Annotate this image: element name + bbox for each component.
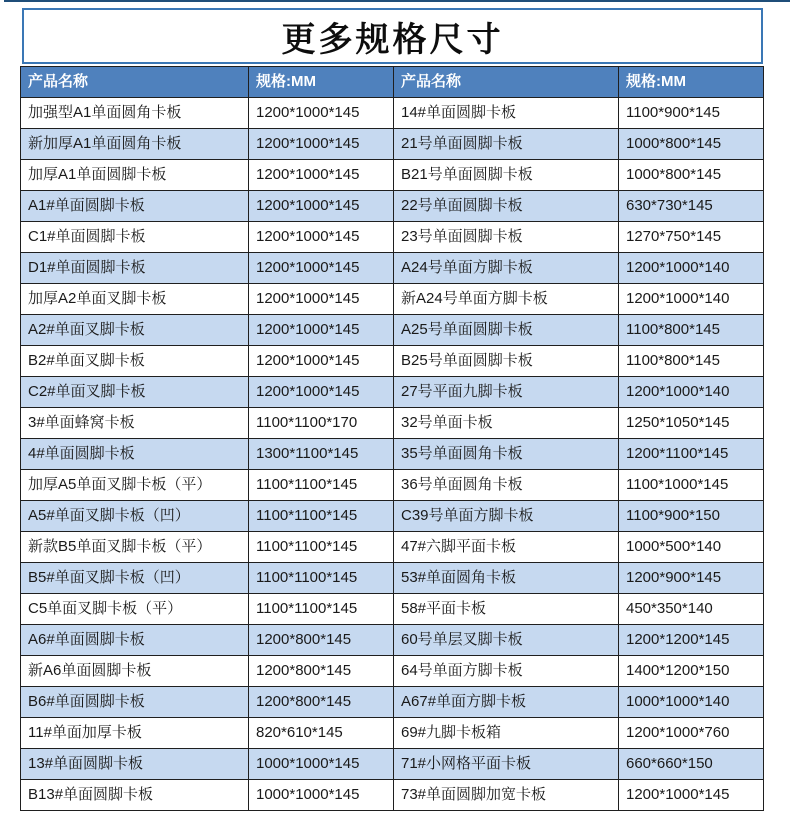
product-name-cell: 加厚A1单面圆脚卡板 bbox=[21, 160, 249, 191]
spec-cell: 1100*800*145 bbox=[619, 315, 764, 346]
spec-cell: 1100*1100*145 bbox=[249, 532, 394, 563]
product-name-cell: C2#单面叉脚卡板 bbox=[21, 377, 249, 408]
spec-cell: 1100*900*145 bbox=[619, 98, 764, 129]
product-name-cell: 14#单面圆脚卡板 bbox=[394, 98, 619, 129]
product-name-cell: B6#单面圆脚卡板 bbox=[21, 687, 249, 718]
spec-cell: 1200*800*145 bbox=[249, 656, 394, 687]
spec-cell: 1100*1100*145 bbox=[249, 470, 394, 501]
product-name-cell: 53#单面圆角卡板 bbox=[394, 563, 619, 594]
table-row bbox=[21, 687, 764, 718]
spec-cell: 1200*1000*145 bbox=[249, 160, 394, 191]
product-name-cell: 4#单面圆脚卡板 bbox=[21, 439, 249, 470]
product-name-cell: 3#单面蜂窝卡板 bbox=[21, 408, 249, 439]
spec-cell: 1400*1200*150 bbox=[619, 656, 764, 687]
table-row bbox=[21, 191, 764, 222]
product-name-cell: 新A24号单面方脚卡板 bbox=[394, 284, 619, 315]
product-name-cell: 新款B5单面叉脚卡板（平） bbox=[21, 532, 249, 563]
product-name-cell: 23号单面圆脚卡板 bbox=[394, 222, 619, 253]
spec-cell: 1200*1000*140 bbox=[619, 253, 764, 284]
table-row bbox=[21, 470, 764, 501]
product-name-cell: A2#单面叉脚卡板 bbox=[21, 315, 249, 346]
spec-cell: 1100*1100*145 bbox=[249, 501, 394, 532]
spec-cell: 1200*1000*145 bbox=[249, 346, 394, 377]
table-row bbox=[21, 377, 764, 408]
product-name-cell: 60号单层叉脚卡板 bbox=[394, 625, 619, 656]
product-name-cell: 71#小网格平面卡板 bbox=[394, 749, 619, 780]
spec-cell: 450*350*140 bbox=[619, 594, 764, 625]
product-name-cell: 新加厚A1单面圆角卡板 bbox=[21, 129, 249, 160]
product-name-cell: 32号单面卡板 bbox=[394, 408, 619, 439]
spec-cell: 1200*1000*145 bbox=[619, 780, 764, 811]
spec-cell: 1200*800*145 bbox=[249, 687, 394, 718]
product-name-cell: 加厚A5单面叉脚卡板（平） bbox=[21, 470, 249, 501]
product-name-cell: 27号平面九脚卡板 bbox=[394, 377, 619, 408]
spec-cell: 1200*1000*145 bbox=[249, 284, 394, 315]
spec-cell: 1200*1000*145 bbox=[249, 253, 394, 284]
product-name-cell: 13#单面圆脚卡板 bbox=[21, 749, 249, 780]
header-row bbox=[21, 67, 764, 98]
table-row bbox=[21, 749, 764, 780]
product-name-cell: 11#单面加厚卡板 bbox=[21, 718, 249, 749]
product-name-cell: 64号单面方脚卡板 bbox=[394, 656, 619, 687]
product-name-cell: A67#单面方脚卡板 bbox=[394, 687, 619, 718]
top-accent-line bbox=[4, 0, 790, 2]
spec-cell: 1100*1000*145 bbox=[619, 470, 764, 501]
product-name-cell: 36号单面圆角卡板 bbox=[394, 470, 619, 501]
table-row bbox=[21, 129, 764, 160]
spec-cell: 1200*900*145 bbox=[619, 563, 764, 594]
table-row bbox=[21, 656, 764, 687]
spec-cell: 1200*1000*145 bbox=[249, 191, 394, 222]
spec-cell: 1200*1000*145 bbox=[249, 98, 394, 129]
spec-cell: 1200*1000*145 bbox=[249, 129, 394, 160]
product-name-cell: C39号单面方脚卡板 bbox=[394, 501, 619, 532]
product-name-cell: 47#六脚平面卡板 bbox=[394, 532, 619, 563]
product-name-cell: A1#单面圆脚卡板 bbox=[21, 191, 249, 222]
spec-cell: 1200*1000*140 bbox=[619, 377, 764, 408]
spec-cell: 630*730*145 bbox=[619, 191, 764, 222]
product-name-cell: 新A6单面圆脚卡板 bbox=[21, 656, 249, 687]
spec-cell: 1000*800*145 bbox=[619, 160, 764, 191]
table-row bbox=[21, 780, 764, 811]
product-name-cell: 69#九脚卡板箱 bbox=[394, 718, 619, 749]
spec-cell: 1000*800*145 bbox=[619, 129, 764, 160]
spec-cell: 1200*1000*140 bbox=[619, 284, 764, 315]
table-row bbox=[21, 284, 764, 315]
product-name-cell: 22号单面圆脚卡板 bbox=[394, 191, 619, 222]
table-row bbox=[21, 718, 764, 749]
spec-cell: 820*610*145 bbox=[249, 718, 394, 749]
table-row bbox=[21, 315, 764, 346]
table-row bbox=[21, 346, 764, 377]
spec-cell: 1200*1200*145 bbox=[619, 625, 764, 656]
table-row bbox=[21, 439, 764, 470]
table-row bbox=[21, 563, 764, 594]
product-name-cell: A24号单面方脚卡板 bbox=[394, 253, 619, 284]
spec-table bbox=[20, 66, 764, 811]
table-row bbox=[21, 532, 764, 563]
table-row bbox=[21, 98, 764, 129]
product-name-cell: 加强型A1单面圆角卡板 bbox=[21, 98, 249, 129]
spec-cell: 1100*900*150 bbox=[619, 501, 764, 532]
spec-cell: 1100*1100*145 bbox=[249, 563, 394, 594]
product-name-cell: B2#单面叉脚卡板 bbox=[21, 346, 249, 377]
product-name-cell: B25号单面圆脚卡板 bbox=[394, 346, 619, 377]
product-name-cell: D1#单面圆脚卡板 bbox=[21, 253, 249, 284]
spec-cell: 660*660*150 bbox=[619, 749, 764, 780]
spec-cell: 1200*1100*145 bbox=[619, 439, 764, 470]
product-name-cell: B5#单面叉脚卡板（凹） bbox=[21, 563, 249, 594]
spec-cell: 1000*1000*140 bbox=[619, 687, 764, 718]
spec-cell: 1000*1000*145 bbox=[249, 749, 394, 780]
product-name-cell: A25号单面圆脚卡板 bbox=[394, 315, 619, 346]
page-title: 更多规格尺寸 bbox=[281, 20, 504, 59]
column-header: 产品名称 bbox=[21, 67, 249, 98]
spec-cell: 1000*1000*145 bbox=[249, 780, 394, 811]
product-name-cell: C1#单面圆脚卡板 bbox=[21, 222, 249, 253]
column-header: 规格:MM bbox=[619, 67, 764, 98]
product-name-cell: 21号单面圆脚卡板 bbox=[394, 129, 619, 160]
spec-cell: 1200*1000*145 bbox=[249, 377, 394, 408]
spec-cell: 1100*1100*145 bbox=[249, 594, 394, 625]
product-name-cell: B13#单面圆脚卡板 bbox=[21, 780, 249, 811]
table-row bbox=[21, 501, 764, 532]
product-name-cell: A5#单面叉脚卡板（凹） bbox=[21, 501, 249, 532]
spec-cell: 1100*800*145 bbox=[619, 346, 764, 377]
product-name-cell: 加厚A2单面叉脚卡板 bbox=[21, 284, 249, 315]
table-row bbox=[21, 253, 764, 284]
table-row bbox=[21, 160, 764, 191]
product-name-cell: 58#平面卡板 bbox=[394, 594, 619, 625]
spec-cell: 1000*500*140 bbox=[619, 532, 764, 563]
spec-cell: 1200*1000*760 bbox=[619, 718, 764, 749]
product-name-cell: 73#单面圆脚加宽卡板 bbox=[394, 780, 619, 811]
spec-cell: 1270*750*145 bbox=[619, 222, 764, 253]
spec-cell: 1200*800*145 bbox=[249, 625, 394, 656]
spec-cell: 1200*1000*145 bbox=[249, 222, 394, 253]
table-row bbox=[21, 222, 764, 253]
column-header: 产品名称 bbox=[394, 67, 619, 98]
title-box bbox=[22, 8, 763, 64]
product-name-cell: C5单面叉脚卡板（平） bbox=[21, 594, 249, 625]
product-name-cell: B21号单面圆脚卡板 bbox=[394, 160, 619, 191]
table-row bbox=[21, 408, 764, 439]
spec-cell: 1200*1000*145 bbox=[249, 315, 394, 346]
column-header: 规格:MM bbox=[249, 67, 394, 98]
table-row bbox=[21, 594, 764, 625]
spec-cell: 1100*1100*170 bbox=[249, 408, 394, 439]
spec-cell: 1250*1050*145 bbox=[619, 408, 764, 439]
table-row bbox=[21, 625, 764, 656]
spec-cell: 1300*1100*145 bbox=[249, 439, 394, 470]
product-name-cell: A6#单面圆脚卡板 bbox=[21, 625, 249, 656]
product-name-cell: 35号单面圆角卡板 bbox=[394, 439, 619, 470]
